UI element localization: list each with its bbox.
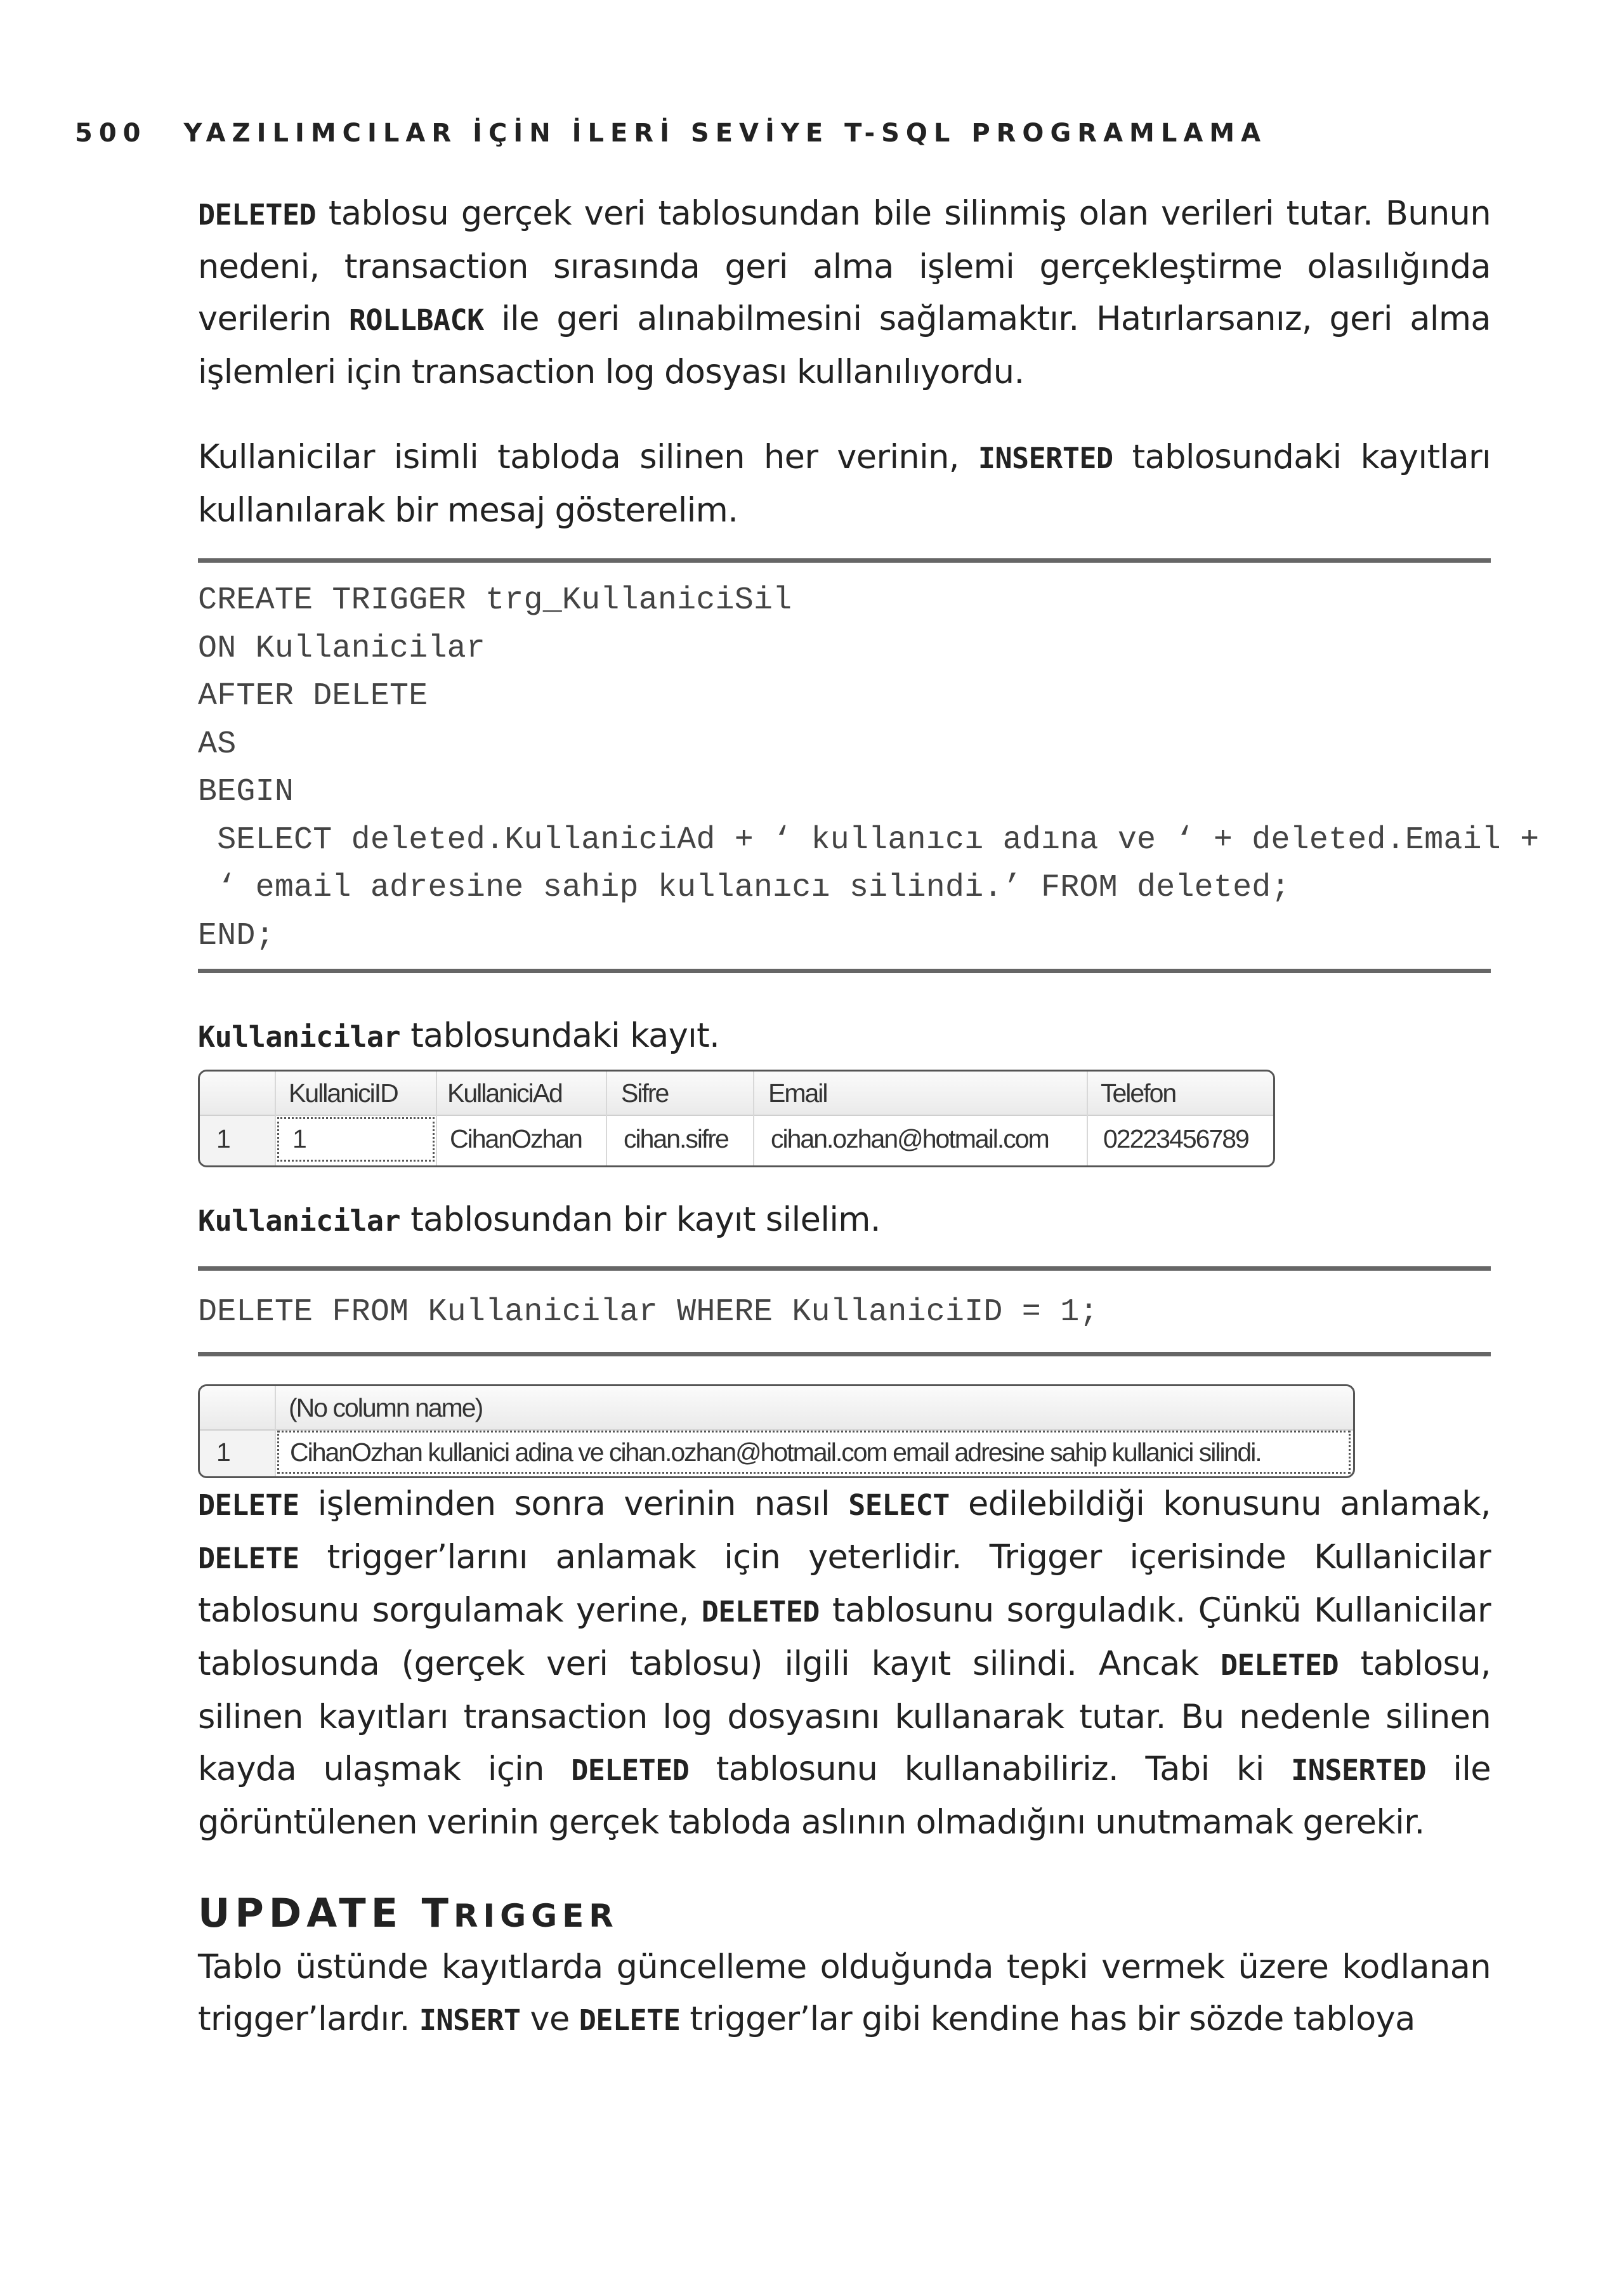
code-line: CREATE TRIGGER trg_KullaniciSil: [198, 582, 792, 619]
code-rule-top: [198, 1266, 1491, 1271]
code-line: SELECT deleted.KullaniciAd + ‘ kullanıcı adına ve ‘ + deleted.Email +: [198, 822, 1540, 858]
column-header-no-column-name[interactable]: (No column name): [289, 1393, 483, 1422]
running-header: [75, 114, 1267, 152]
keyword-kullanicilar: Kullanicilar: [198, 1204, 401, 1238]
row-number: 1: [216, 1437, 230, 1467]
code-line: AFTER DELETE: [198, 678, 428, 714]
table-cell[interactable]: CihanOzhan kullanici adina ve cihan.ozhan@hotmail.com email adresine sahip kullanici silindi.: [290, 1437, 1261, 1467]
column-header-kullaniciad[interactable]: KullaniciAd: [447, 1078, 562, 1108]
keyword-deleted: DELETED: [198, 198, 317, 232]
keyword-deleted: DELETED: [701, 1594, 820, 1629]
table-cell[interactable]: 02223456789: [1103, 1124, 1248, 1153]
paragraph-text: tablosunu sorguladık. Çünkü Kullanicilar tablosunda (gerçek veri tablosu) ilgili kayıt silindi. Ancak: [198, 1590, 1491, 1683]
paragraph-update-trigger-intro: [198, 1941, 1491, 2047]
table-cell[interactable]: cihan.sifre: [624, 1124, 728, 1153]
keyword-deleted: DELETED: [571, 1753, 690, 1787]
code-line: ON Kullanicilar: [198, 630, 486, 667]
paragraph-deleted-table: [198, 188, 1491, 398]
section-heading-update-trigger: [198, 1888, 1491, 1941]
caption-text: tablosundaki kayıt.: [400, 1016, 720, 1055]
paragraph-text: tablosundaki kayıtları kullanılarak bir mesaj gösterelim.: [198, 438, 1491, 530]
caption-table-record: [198, 1010, 1491, 1063]
paragraph-text: tablosu gerçek veri tablosundan bile silinmiş olan verileri tutar. Bunun nedeni, transaction sırasında geri alma işlemi gerçekleştirme olasılığında verilerin: [198, 194, 1491, 338]
paragraph-delete-explanation: [198, 1478, 1491, 1849]
heading-word: UPDATE: [198, 1889, 403, 1936]
keyword-select: SELECT: [848, 1488, 950, 1522]
table-cell[interactable]: 1: [292, 1124, 306, 1153]
code-line: DELETE FROM Kullanicilar WHERE KullaniciID = 1;: [198, 1294, 1099, 1330]
paragraph-text: trigger’lar gibi kendine has bir sözde tabloya: [680, 1999, 1415, 2038]
caption-text: tablosundan bir kayıt silelim.: [400, 1200, 881, 1239]
book-title: YAZILIMCILAR İÇİN İLERİ SEVİYE T-SQL PROGRAMLAMA: [183, 119, 1267, 148]
row-number: 1: [216, 1124, 230, 1153]
code-line: END;: [198, 917, 275, 954]
code-rule-bottom: [198, 1352, 1491, 1356]
column-header-telefon[interactable]: Telefon: [1101, 1078, 1176, 1108]
column-header-sifre[interactable]: Sifre: [621, 1078, 669, 1108]
keyword-insert: INSERT: [419, 2003, 521, 2037]
result-grid-trigger-output: [198, 1384, 1355, 1478]
code-line: ‘ email adresine sahip kullanıcı silindi.’ FROM deleted;: [198, 870, 1290, 906]
paragraph-text: edilebildiği konusunu anlamak,: [949, 1484, 1491, 1523]
code-line: AS: [198, 726, 237, 763]
paragraph-text: trigger’larını anlamak için yeterlidir. Trigger içerisinde Kullanicilar tablosunu sorgulamak yerine,: [198, 1537, 1491, 1630]
result-grid-kullanicilar: [198, 1070, 1275, 1167]
paragraph-text: işleminden sonra verinin nasıl: [299, 1484, 849, 1523]
code-rule-bottom: [198, 969, 1491, 973]
table-cell[interactable]: CihanOzhan: [450, 1124, 582, 1153]
code-line: BEGIN: [198, 774, 294, 810]
code-rule-top: [198, 558, 1491, 563]
keyword-delete: DELETE: [198, 1541, 299, 1575]
caption-delete-record: [198, 1194, 1491, 1247]
keyword-delete: DELETE: [579, 2003, 681, 2037]
keyword-deleted: DELETED: [1220, 1648, 1339, 1682]
code-block-delete: [198, 1271, 1491, 1352]
keyword-inserted: INSERTED: [978, 442, 1113, 475]
paragraph-text: Tablo üstünde kayıtlarda güncelleme olduğunda tepki vermek üzere kodlanan trigger’lardır.: [198, 1947, 1491, 2038]
keyword-inserted: INSERTED: [1291, 1753, 1426, 1787]
keyword-kullanicilar: Kullanicilar: [198, 1020, 401, 1054]
column-header-kullaniciid[interactable]: KullaniciID: [289, 1078, 398, 1108]
page-number: 500: [75, 119, 147, 148]
page-content: [198, 188, 1540, 2047]
heading-small-caps: RIGGER: [453, 1897, 619, 1934]
code-block-create-trigger: [198, 563, 1540, 969]
paragraph-text: tablosunu kullanabiliriz. Tabi ki: [689, 1749, 1292, 1788]
column-header-email[interactable]: Email: [768, 1078, 827, 1108]
heading-initial: T: [421, 1889, 454, 1936]
table-cell[interactable]: cihan.ozhan@hotmail.com: [771, 1124, 1049, 1153]
paragraph-text: ve: [520, 1999, 579, 2038]
keyword-rollback: ROLLBACK: [348, 303, 484, 337]
paragraph-example-intro: [198, 431, 1491, 537]
paragraph-text: ile geri alınabilmesini sağlamaktır. Hatırlarsanız, geri alma işlemleri için transaction log dosyası kullanılıyordu.: [198, 299, 1491, 391]
paragraph-text: ile görüntülenen verinin gerçek tabloda aslının olmadığını unutmamak gerekir.: [198, 1749, 1491, 1842]
paragraph-text: tablosu, silinen kayıtları transaction log dosyasını kullanarak tutar. Bu nedenle silinen kayda ulaşmak için: [198, 1644, 1491, 1788]
keyword-delete: DELETE: [198, 1488, 299, 1522]
paragraph-text: Kullanicilar isimli tabloda silinen her verinin,: [198, 438, 978, 476]
